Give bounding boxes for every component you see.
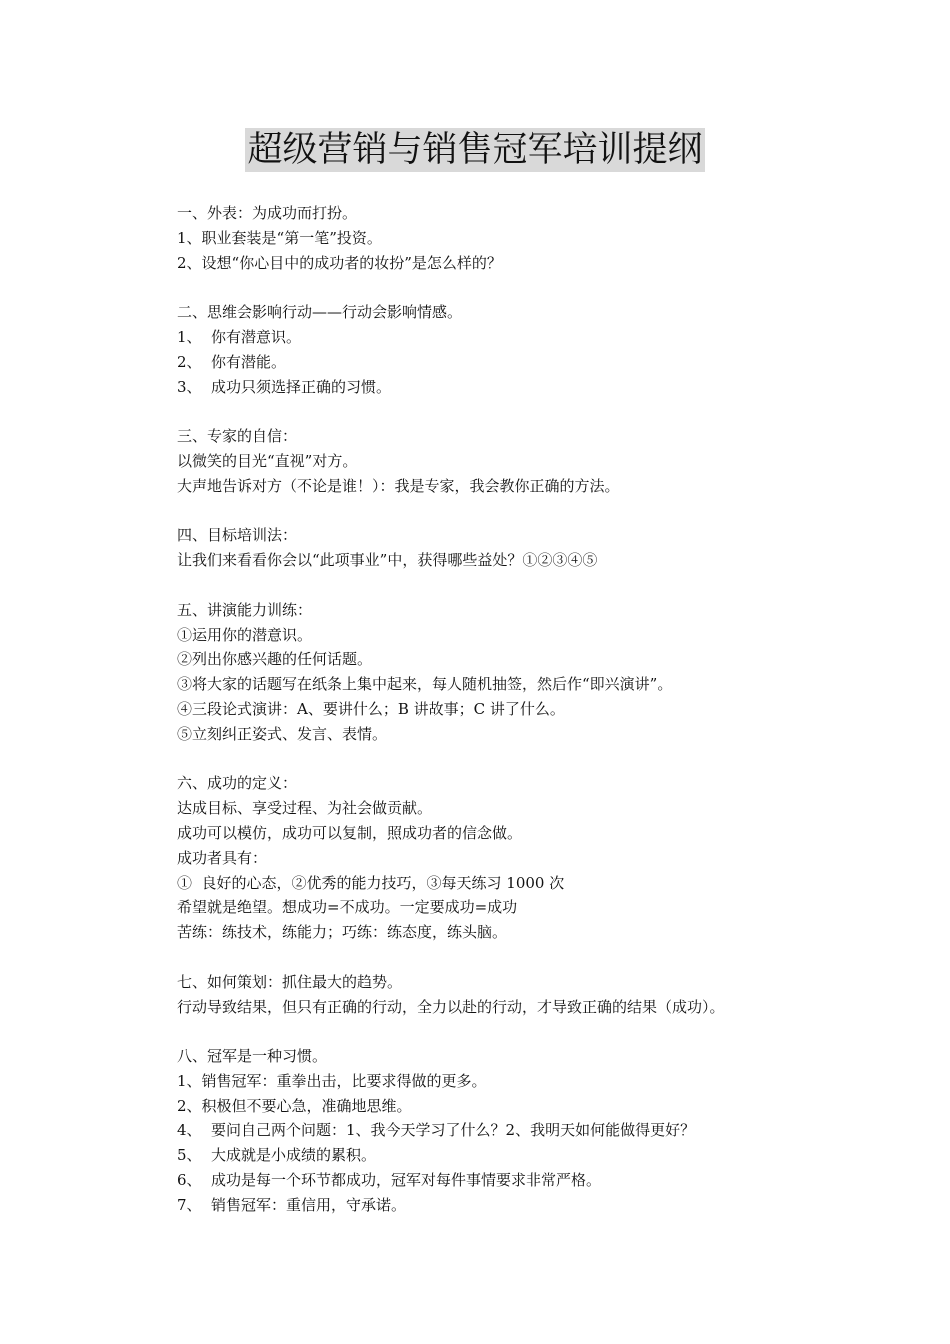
text-line: 大声地告诉对方（不论是谁！）：我是专家，我会教你正确的方法。 (177, 476, 620, 495)
numbered-item (177, 325, 857, 350)
text-line: 成功可以模仿，成功可以复制，照成功者的信念做。 (177, 823, 523, 842)
item-text: 销售冠军：重信用，守承诺。 (211, 1195, 407, 1214)
item-number: 2、 (177, 352, 202, 371)
item-number: 6、 (177, 1171, 202, 1190)
item-number: 5、 (177, 1146, 202, 1165)
text-line: 2、积极但不要心急，准确地思维。 (177, 1096, 412, 1115)
title-wrap (0, 128, 950, 172)
item-text: 要问自己两个问题：1、我今天学习了什么？2、我明天如何能做得更好？ (211, 1121, 696, 1140)
item-text: 成功只须选择正确的习惯。 (211, 377, 392, 396)
blank-line (177, 275, 857, 300)
numbered-item (177, 1193, 857, 1218)
text-line: 让我们来看看你会以“此项事业”中，获得哪些益处？①②③④⑤ (177, 551, 598, 570)
text-line: 希望就是绝望。想成功=不成功。一定要成功=成功 (177, 898, 518, 917)
text-line: ④三段论式演讲：A、要讲什么；B 讲故事；C 讲了什么。 (177, 699, 565, 718)
numbered-item (177, 375, 857, 400)
numbered-item (177, 1168, 857, 1193)
section-heading: 七、如何策划：抓住最大的趋势。 (177, 972, 403, 991)
text-line: ②列出你感兴趣的任何话题。 (177, 650, 373, 669)
text-line: 1、职业套装是“第一笔”投资。 (177, 228, 382, 247)
blank-line (177, 399, 857, 424)
section-heading: 五、讲演能力训练： (177, 600, 313, 619)
numbered-item (177, 1118, 857, 1143)
numbered-item (177, 350, 857, 375)
document-body (177, 201, 857, 1218)
text-line: 成功者具有： (177, 848, 268, 867)
section-heading: 六、成功的定义： (177, 774, 298, 793)
item-text: 你有潜能。 (211, 352, 287, 371)
page-title: 超级营销与销售冠军培训提纲 (247, 130, 703, 170)
item-number: 4、 (177, 1121, 202, 1140)
item-text: 你有潜意识。 (211, 327, 302, 346)
text-line: 苦练：练技术，练能力；巧练：练态度，练头脑。 (177, 923, 508, 942)
item-number: 7、 (177, 1195, 202, 1214)
section-heading: 八、冠军是一种习惯。 (177, 1047, 328, 1066)
text-line: ③将大家的话题写在纸条上集中起来，每人随机抽签，然后作“即兴演讲”。 (177, 675, 673, 694)
text-line: 以微笑的目光“直视”对方。 (177, 451, 358, 470)
item-text: 大成就是小成绩的累积。 (211, 1146, 377, 1165)
text-line: ① 良好的心态，②优秀的能力技巧，③每天练习 1000 次 (177, 873, 565, 892)
item-number: 1、 (177, 327, 202, 346)
text-line: 1、销售冠军：重拳出击，比要求得做的更多。 (177, 1071, 487, 1090)
section-heading: 三、专家的自信： (177, 427, 298, 446)
text-line: ⑤立刻纠正姿式、发言、表情。 (177, 724, 388, 743)
section-heading: 一、外表：为成功而打扮。 (177, 204, 358, 222)
item-text: 成功是每一个环节都成功，冠军对每件事情要求非常严格。 (211, 1171, 602, 1190)
blank-line (177, 499, 857, 524)
item-number: 3、 (177, 377, 202, 396)
numbered-item (177, 1143, 857, 1168)
section-heading: 四、目标培训法： (177, 526, 298, 545)
text-line: 2、设想“你心目中的成功者的妆扮”是怎么样的？ (177, 253, 502, 272)
text-line: ①运用你的潜意识。 (177, 625, 313, 644)
blank-line (177, 747, 857, 772)
blank-line (177, 1019, 857, 1044)
text-line: 达成目标、享受过程、为社会做贡献。 (177, 799, 433, 818)
blank-line (177, 945, 857, 970)
blank-line (177, 573, 857, 598)
section-heading: 二、思维会影响行动——行动会影响情感。 (177, 303, 463, 322)
text-line: 行动导致结果，但只有正确的行动，全力以赴的行动，才导致正确的结果（成功）。 (177, 997, 725, 1016)
